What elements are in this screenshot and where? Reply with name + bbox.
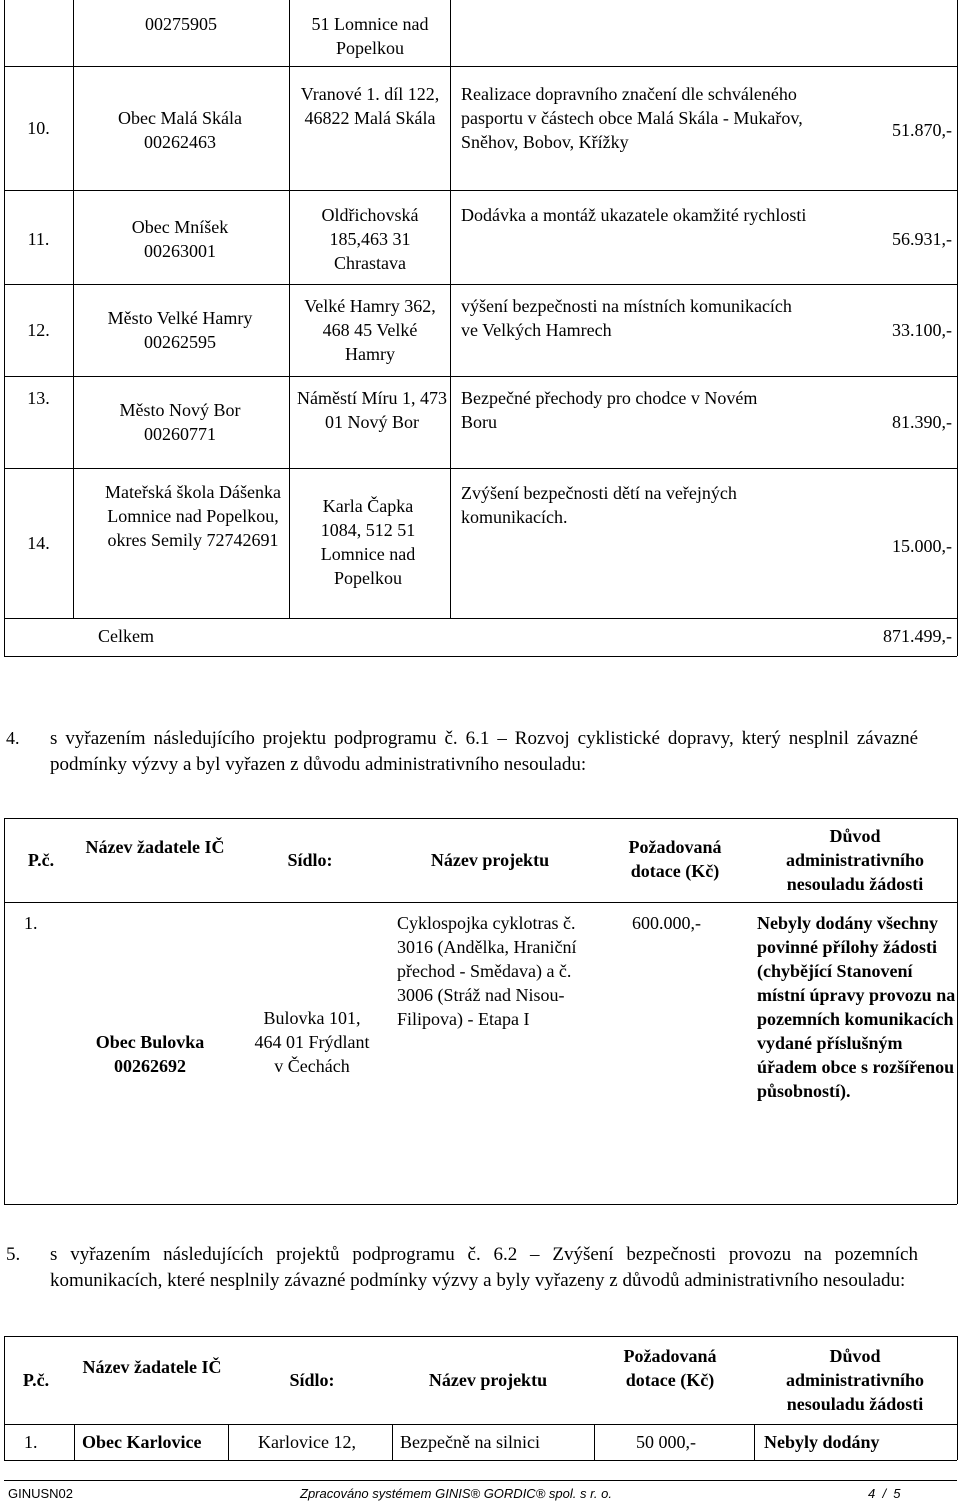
total-value: 871.499,-	[883, 626, 952, 646]
section-5-number: 5.	[6, 1244, 21, 1265]
table-cell-project: Bezpečné přechody pro chodce v Novém Boru	[461, 388, 758, 432]
table-cell-name: Mateřská škola Dášenka Lomnice nad Popelkou, okres Semily 72742691	[105, 482, 281, 550]
table-cell-project: Realizace dopravního značení dle schváleného pasportu v částech obce Malá Skála - Mukařov, Sněhov, Bobov, Křížky	[461, 84, 803, 152]
header-seat: Sídlo:	[289, 1370, 335, 1390]
table-cell-no: 14.	[27, 533, 50, 553]
table-cell-name: Obec Karlovice	[82, 1432, 202, 1452]
header-reason: Důvod administrativního nesouladu žádosti	[785, 1346, 925, 1414]
table-cell-amount: 50 000,-	[636, 1432, 696, 1452]
section-4-text: s vyřazením následujícího projektu podprogramu č. 6.1 – Rozvoj cyklistické dopravy, který nesplnil závazné podmínky výzvy a byl vyřazen z důvodu administrativního nesouladu:	[50, 728, 918, 775]
table-cell-address: 51 Lomnice nad Popelkou	[311, 14, 429, 58]
table-cell-address: Náměstí Míru 1, 473 01 Nový Bor	[297, 388, 447, 432]
table-cell-no: 1.	[24, 1432, 38, 1452]
table-cell-project: výšení bezpečnosti na místních komunikacích ve Velkých Hamrech	[461, 296, 792, 340]
table-cell-project: Dodávka a montáž ukazatele okamžité rychlosti	[461, 205, 807, 225]
footer-page: 4 / 5	[868, 1486, 901, 1501]
table-cell-reason: Nebyly dodány všechny povinné přílohy žádosti (chybějící Stanovení místní úpravy provozu na pozemních komunikacích vydané příslušným úřadem obce s rozšířenou působností).	[757, 913, 956, 1101]
header-seat: Sídlo:	[287, 850, 333, 870]
table-cell-amount: 56.931,-	[892, 229, 952, 249]
table-cell-address: Karla Čapka 1084, 512 51 Lomnice nad Popelkou	[320, 496, 416, 588]
table-cell-no: 1.	[24, 913, 38, 933]
table-cell-no: 10.	[27, 118, 50, 138]
table-cell-no: 11.	[27, 229, 50, 249]
header-amount: Požadovaná dotace (Kč)	[623, 1346, 717, 1390]
table-cell-name: Město Nový Bor 00260771	[119, 400, 241, 444]
table-cell-no: 13.	[27, 388, 50, 408]
table-cell-amount: 51.870,-	[892, 120, 952, 140]
header-amount: Požadovaná dotace (Kč)	[628, 837, 722, 881]
header-reason: Důvod administrativního nesouladu žádosti	[785, 826, 925, 894]
table-cell-project: Cyklospojka cyklotras č. 3016 (Andělka, Hraniční přechod - Smědava) a č. 3006 (Stráž nad Nisou-Filipova) - Etapa I	[397, 913, 577, 1029]
section-5-text: s vyřazením následujících projektů podprogramu č. 6.2 – Zvýšení bezpečnosti provozu na pozemních komunikacích, které nesplnily závazné podmínky výzvy a byly vyřazeny z důvodů administrativního nesouladu:	[50, 1244, 918, 1291]
table-cell-project: Bezpečně na silnici	[400, 1432, 540, 1452]
footer-code: GINUSN02	[8, 1486, 74, 1501]
footer-system: Zpracováno systémem GINIS® GORDIC® spol. s r. o.	[300, 1486, 612, 1501]
header-project: Název projektu	[428, 1370, 548, 1390]
header-name: Název žadatele IČ	[85, 837, 225, 857]
table-cell-reason: Nebyly dodány	[764, 1432, 880, 1452]
table-cell-name: Obec Bulovka 00262692	[95, 1032, 205, 1076]
table-cell-address: Karlovice 12,	[258, 1432, 356, 1452]
table-cell-no: 12.	[27, 320, 50, 340]
section-4-number: 4.	[6, 728, 20, 748]
table-cell-name: Obec Mníšek 00263001	[131, 217, 229, 261]
table-cell-name: Město Velké Hamry 00262595	[107, 308, 253, 352]
table-cell-amount: 81.390,-	[892, 412, 952, 432]
table-cell-name: 00275905	[145, 14, 217, 34]
header-name: Název žadatele IČ	[82, 1357, 222, 1377]
table-cell-amount: 600.000,-	[632, 913, 701, 933]
table-cell-name: Obec Malá Skála 00262463	[118, 108, 242, 152]
header-project: Název projektu	[430, 850, 550, 870]
header-pc: P.č.	[27, 850, 55, 870]
table-cell-project: Zvýšení bezpečnosti dětí na veřejných komunikacích.	[461, 483, 737, 527]
total-label: Celkem	[98, 626, 154, 646]
table-cell-address: Velké Hamry 362, 468 45 Velké Hamry	[304, 296, 436, 364]
table-cell-address: Vranové 1. díl 122, 46822 Malá Skála	[300, 84, 440, 128]
header-pc: P.č.	[22, 1370, 50, 1390]
table-cell-address: Oldřichovská 185,463 31 Chrastava	[321, 205, 419, 273]
table-cell-address: Bulovka 101, 464 01 Frýdlant v Čechách	[254, 1008, 370, 1076]
table-cell-amount: 33.100,-	[892, 320, 952, 340]
table-cell-amount: 15.000,-	[892, 536, 952, 556]
